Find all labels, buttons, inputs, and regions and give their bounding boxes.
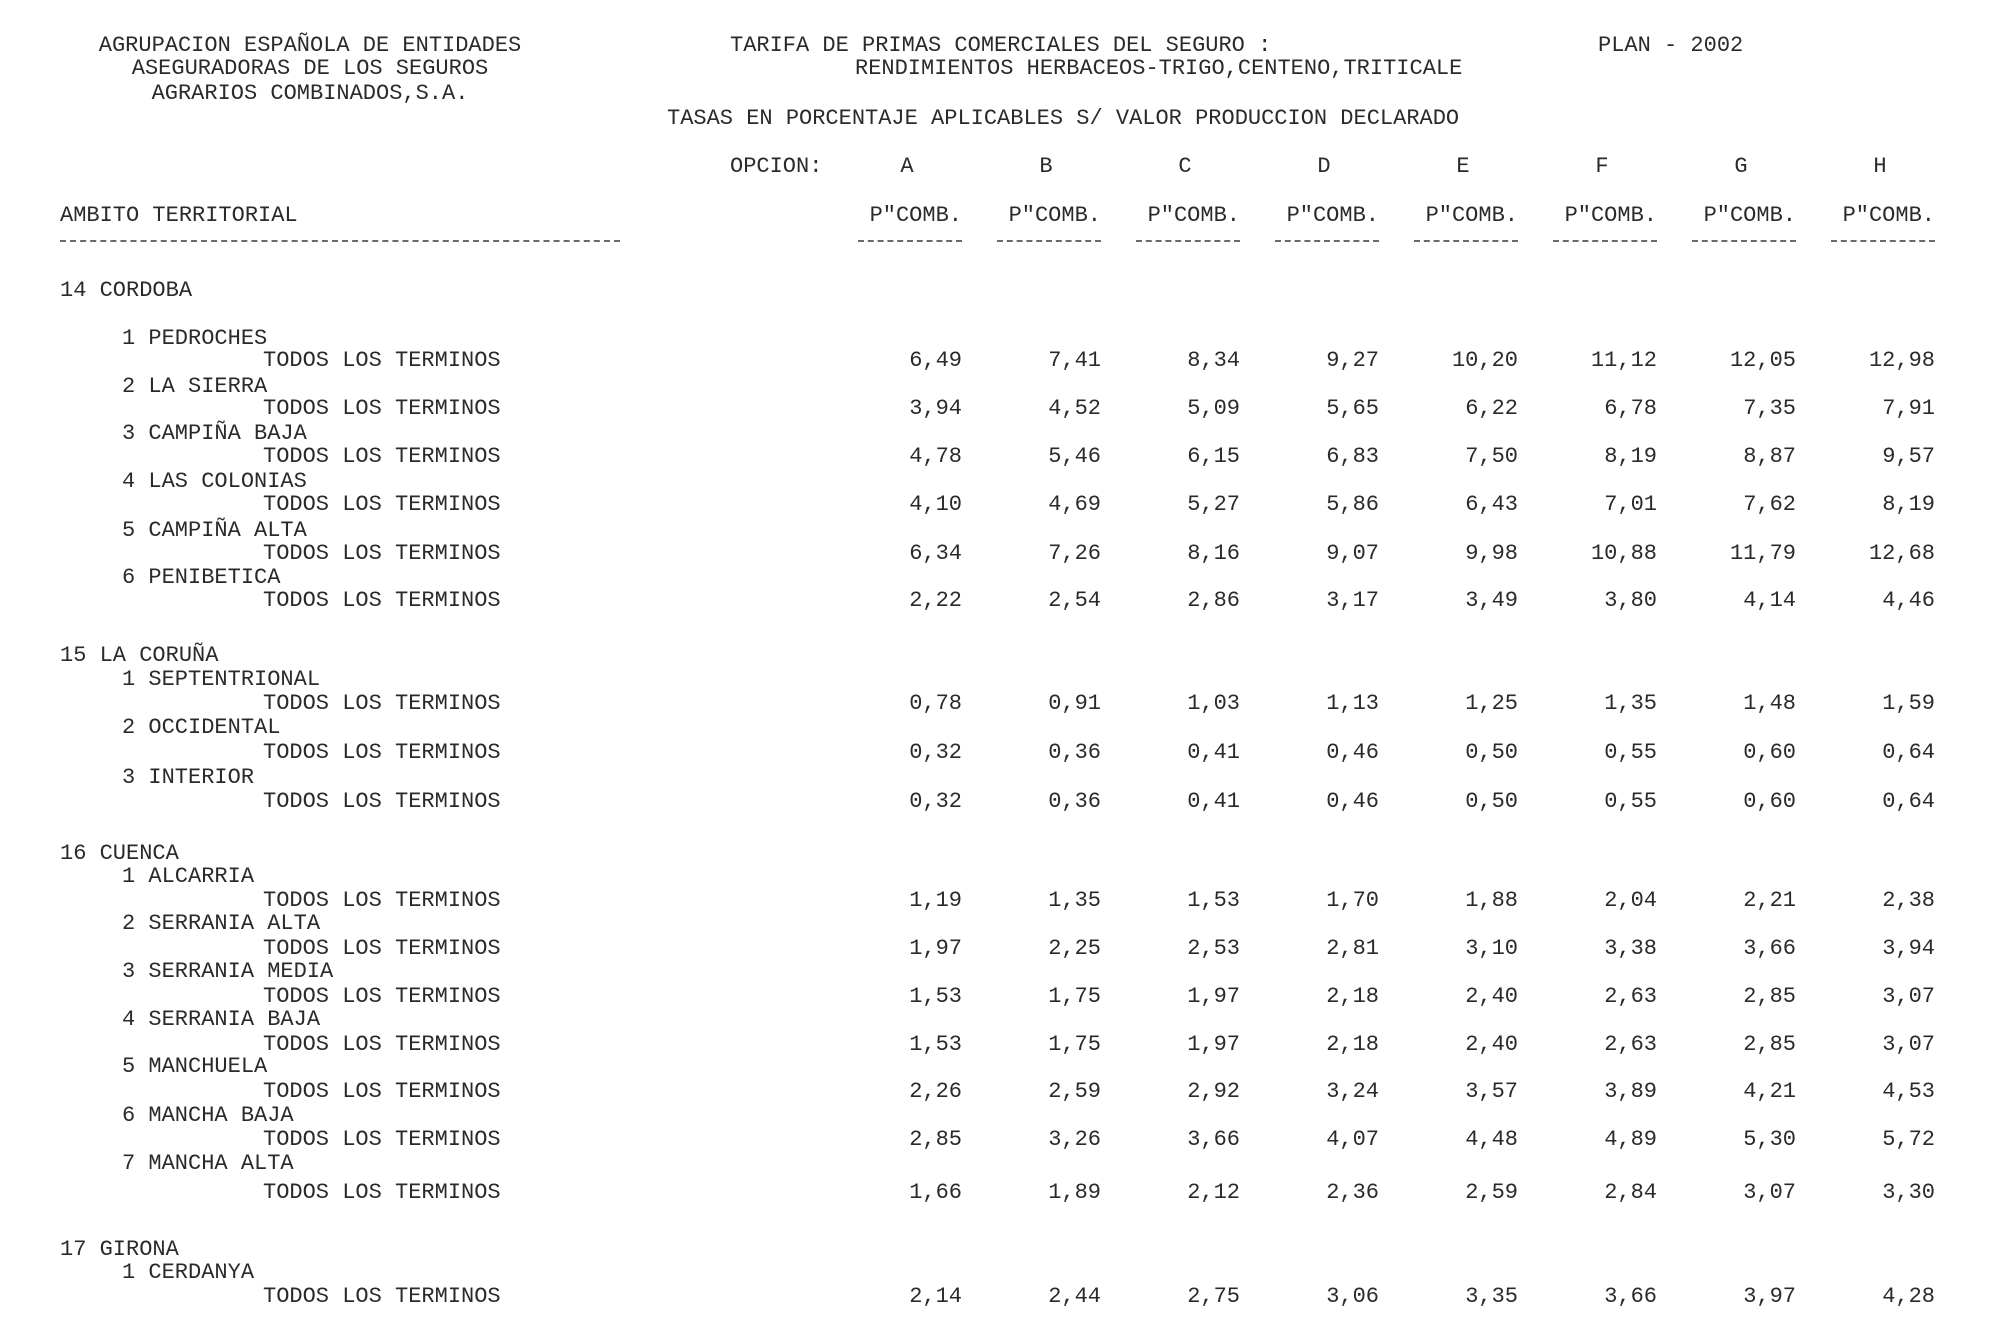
rate-cell-c: 1,97 bbox=[1187, 1032, 1240, 1057]
rate-cell-b: 5,46 bbox=[1048, 444, 1101, 469]
rate-cell-h: 3,07 bbox=[1882, 1032, 1935, 1057]
rate-cell-g: 3,66 bbox=[1743, 936, 1796, 961]
rate-cell-f: 2,63 bbox=[1604, 984, 1657, 1009]
rate-cell-g: 2,85 bbox=[1743, 1032, 1796, 1057]
rate-cell-e: 6,22 bbox=[1465, 396, 1518, 421]
rate-cell-b: 2,54 bbox=[1048, 588, 1101, 613]
terminos-label: TODOS LOS TERMINOS bbox=[263, 444, 501, 469]
column-header-f: P"COMB. bbox=[1564, 203, 1657, 228]
rate-cell-f: 2,84 bbox=[1604, 1180, 1657, 1205]
rate-cell-a: 2,14 bbox=[909, 1284, 962, 1309]
comarca-heading: 6 PENIBETICA bbox=[122, 565, 281, 590]
rate-cell-f: 2,04 bbox=[1604, 888, 1657, 913]
terminos-label: TODOS LOS TERMINOS bbox=[263, 348, 501, 373]
province-heading: 14 CORDOBA bbox=[60, 278, 193, 303]
rate-cell-a: 0,78 bbox=[909, 691, 962, 716]
rates-description: TASAS EN PORCENTAJE APLICABLES S/ VALOR PRODUCCION DECLARADO bbox=[667, 106, 1460, 131]
rate-cell-e: 2,40 bbox=[1465, 984, 1518, 1009]
rate-cell-a: 2,22 bbox=[909, 588, 962, 613]
rate-cell-c: 0,41 bbox=[1187, 740, 1240, 765]
rate-cell-h: 5,72 bbox=[1882, 1127, 1935, 1152]
option-letter-h: H bbox=[1873, 154, 1887, 179]
rate-cell-e: 4,48 bbox=[1465, 1127, 1518, 1152]
rate-cell-h: 3,30 bbox=[1882, 1180, 1935, 1205]
rate-cell-g: 11,79 bbox=[1729, 541, 1796, 566]
rate-cell-b: 7,26 bbox=[1048, 541, 1101, 566]
comarca-heading: 4 LAS COLONIAS bbox=[122, 469, 307, 494]
rate-cell-g: 0,60 bbox=[1743, 740, 1796, 765]
rate-cell-g: 7,62 bbox=[1743, 492, 1796, 517]
rate-cell-g: 7,35 bbox=[1743, 396, 1796, 421]
comarca-heading: 1 SEPTENTRIONAL bbox=[122, 667, 321, 692]
rate-cell-a: 2,26 bbox=[909, 1079, 962, 1104]
rate-cell-h: 12,98 bbox=[1868, 348, 1935, 373]
plan-label: PLAN - 2002 bbox=[1598, 33, 1744, 58]
rate-cell-g: 8,87 bbox=[1743, 444, 1796, 469]
rate-cell-f: 2,63 bbox=[1604, 1032, 1657, 1057]
rate-cell-f: 10,88 bbox=[1590, 541, 1657, 566]
rate-cell-c: 6,15 bbox=[1187, 444, 1240, 469]
rate-cell-e: 3,10 bbox=[1465, 936, 1518, 961]
org-name-line-2: ASEGURADORAS DE LOS SEGUROS bbox=[131, 56, 489, 81]
rate-cell-f: 0,55 bbox=[1604, 789, 1657, 814]
rate-cell-f: 3,80 bbox=[1604, 588, 1657, 613]
rate-cell-d: 2,18 bbox=[1326, 1032, 1379, 1057]
rate-cell-g: 4,14 bbox=[1743, 588, 1796, 613]
rate-cell-f: 1,35 bbox=[1604, 691, 1657, 716]
rate-cell-a: 1,53 bbox=[909, 984, 962, 1009]
rate-cell-d: 3,24 bbox=[1326, 1079, 1379, 1104]
rate-cell-f: 3,38 bbox=[1604, 936, 1657, 961]
rate-cell-e: 2,40 bbox=[1465, 1032, 1518, 1057]
rate-cell-e: 3,35 bbox=[1465, 1284, 1518, 1309]
comarca-heading: 1 ALCARRIA bbox=[122, 864, 255, 889]
rate-cell-h: 7,91 bbox=[1882, 396, 1935, 421]
rate-cell-e: 6,43 bbox=[1465, 492, 1518, 517]
rate-cell-c: 2,53 bbox=[1187, 936, 1240, 961]
terminos-label: TODOS LOS TERMINOS bbox=[263, 1180, 501, 1205]
tariff-title: TARIFA DE PRIMAS COMERCIALES DEL SEGURO : bbox=[730, 33, 1272, 58]
rate-cell-f: 11,12 bbox=[1590, 348, 1657, 373]
rate-cell-a: 0,32 bbox=[909, 740, 962, 765]
rate-cell-c: 1,97 bbox=[1187, 984, 1240, 1009]
rate-cell-d: 0,46 bbox=[1326, 789, 1379, 814]
rate-cell-d: 1,70 bbox=[1326, 888, 1379, 913]
ambito-territorial-label: AMBITO TERRITORIAL bbox=[60, 203, 298, 228]
rate-cell-a: 4,78 bbox=[909, 444, 962, 469]
rate-cell-h: 9,57 bbox=[1882, 444, 1935, 469]
rate-cell-b: 2,25 bbox=[1048, 936, 1101, 961]
terminos-label: TODOS LOS TERMINOS bbox=[263, 888, 501, 913]
rate-cell-e: 0,50 bbox=[1465, 740, 1518, 765]
rate-cell-h: 3,94 bbox=[1882, 936, 1935, 961]
rate-cell-c: 5,09 bbox=[1187, 396, 1240, 421]
terminos-label: TODOS LOS TERMINOS bbox=[263, 1284, 501, 1309]
column-header-b: P"COMB. bbox=[1008, 203, 1101, 228]
comarca-heading: 5 CAMPIÑA ALTA bbox=[122, 518, 307, 543]
comarca-heading: 5 MANCHUELA bbox=[122, 1054, 268, 1079]
rate-cell-d: 5,65 bbox=[1326, 396, 1379, 421]
rate-cell-b: 1,89 bbox=[1048, 1180, 1101, 1205]
org-name-line-1: AGRUPACION ESPAÑOLA DE ENTIDADES bbox=[98, 33, 522, 58]
comarca-heading: 1 CERDANYA bbox=[122, 1260, 255, 1285]
rate-cell-f: 3,66 bbox=[1604, 1284, 1657, 1309]
org-name-line-3: AGRARIOS COMBINADOS,S.A. bbox=[151, 81, 469, 106]
rate-cell-c: 5,27 bbox=[1187, 492, 1240, 517]
rate-cell-h: 4,53 bbox=[1882, 1079, 1935, 1104]
province-heading: 15 LA CORUÑA bbox=[60, 643, 219, 668]
rate-cell-b: 2,44 bbox=[1048, 1284, 1101, 1309]
option-letter-c: C bbox=[1178, 154, 1192, 179]
column-header-e: P"COMB. bbox=[1425, 203, 1518, 228]
terminos-label: TODOS LOS TERMINOS bbox=[263, 1127, 501, 1152]
rate-cell-e: 1,25 bbox=[1465, 691, 1518, 716]
province-heading: 16 CUENCA bbox=[60, 841, 179, 866]
rate-cell-d: 3,06 bbox=[1326, 1284, 1379, 1309]
rate-cell-d: 0,46 bbox=[1326, 740, 1379, 765]
rate-cell-f: 8,19 bbox=[1604, 444, 1657, 469]
rate-cell-a: 1,66 bbox=[909, 1180, 962, 1205]
terminos-label: TODOS LOS TERMINOS bbox=[263, 789, 501, 814]
rate-cell-g: 5,30 bbox=[1743, 1127, 1796, 1152]
rate-cell-c: 2,86 bbox=[1187, 588, 1240, 613]
rate-cell-c: 8,16 bbox=[1187, 541, 1240, 566]
column-header-d: P"COMB. bbox=[1286, 203, 1379, 228]
rate-cell-a: 4,10 bbox=[909, 492, 962, 517]
rate-cell-e: 3,57 bbox=[1465, 1079, 1518, 1104]
rate-cell-d: 9,27 bbox=[1326, 348, 1379, 373]
rate-cell-g: 0,60 bbox=[1743, 789, 1796, 814]
comarca-heading: 6 MANCHA BAJA bbox=[122, 1103, 294, 1128]
rate-cell-c: 2,92 bbox=[1187, 1079, 1240, 1104]
rate-cell-d: 2,36 bbox=[1326, 1180, 1379, 1205]
rate-cell-a: 3,94 bbox=[909, 396, 962, 421]
terminos-label: TODOS LOS TERMINOS bbox=[263, 936, 501, 961]
rate-cell-e: 3,49 bbox=[1465, 588, 1518, 613]
comarca-heading: 3 SERRANIA MEDIA bbox=[122, 959, 334, 984]
column-header-c: P"COMB. bbox=[1147, 203, 1240, 228]
rate-cell-d: 2,81 bbox=[1326, 936, 1379, 961]
rate-cell-e: 9,98 bbox=[1465, 541, 1518, 566]
terminos-label: TODOS LOS TERMINOS bbox=[263, 492, 501, 517]
column-header-g: P"COMB. bbox=[1703, 203, 1796, 228]
rate-cell-c: 3,66 bbox=[1187, 1127, 1240, 1152]
comarca-heading: 2 SERRANIA ALTA bbox=[122, 911, 321, 936]
comarca-heading: 2 OCCIDENTAL bbox=[122, 715, 281, 740]
rate-cell-e: 0,50 bbox=[1465, 789, 1518, 814]
option-letter-g: G bbox=[1734, 154, 1748, 179]
rate-cell-a: 2,85 bbox=[909, 1127, 962, 1152]
rate-cell-b: 1,35 bbox=[1048, 888, 1101, 913]
rate-cell-b: 4,52 bbox=[1048, 396, 1101, 421]
rate-cell-h: 4,46 bbox=[1882, 588, 1935, 613]
column-header-a: P"COMB. bbox=[869, 203, 962, 228]
rate-cell-b: 7,41 bbox=[1048, 348, 1101, 373]
rate-cell-f: 7,01 bbox=[1604, 492, 1657, 517]
rate-cell-f: 3,89 bbox=[1604, 1079, 1657, 1104]
comarca-heading: 3 INTERIOR bbox=[122, 765, 255, 790]
terminos-label: TODOS LOS TERMINOS bbox=[263, 588, 501, 613]
rate-cell-h: 8,19 bbox=[1882, 492, 1935, 517]
comarca-heading: 1 PEDROCHES bbox=[122, 326, 268, 351]
terminos-label: TODOS LOS TERMINOS bbox=[263, 691, 501, 716]
comarca-heading: 2 LA SIERRA bbox=[122, 374, 268, 399]
rate-cell-b: 1,75 bbox=[1048, 984, 1101, 1009]
rate-cell-h: 12,68 bbox=[1868, 541, 1935, 566]
rate-cell-e: 10,20 bbox=[1451, 348, 1518, 373]
terminos-label: TODOS LOS TERMINOS bbox=[263, 740, 501, 765]
comarca-heading: 3 CAMPIÑA BAJA bbox=[122, 421, 307, 446]
terminos-label: TODOS LOS TERMINOS bbox=[263, 1032, 501, 1057]
rate-cell-b: 4,69 bbox=[1048, 492, 1101, 517]
comarca-heading: 4 SERRANIA BAJA bbox=[122, 1007, 321, 1032]
rate-cell-h: 0,64 bbox=[1882, 789, 1935, 814]
rate-cell-d: 1,13 bbox=[1326, 691, 1379, 716]
tariff-subtitle: RENDIMIENTOS HERBACEOS-TRIGO,CENTENO,TRITICALE bbox=[855, 56, 1463, 81]
option-letter-a: A bbox=[900, 154, 914, 179]
terminos-label: TODOS LOS TERMINOS bbox=[263, 1079, 501, 1104]
rate-cell-b: 2,59 bbox=[1048, 1079, 1101, 1104]
rate-cell-g: 3,97 bbox=[1743, 1284, 1796, 1309]
rate-cell-d: 3,17 bbox=[1326, 588, 1379, 613]
rate-cell-a: 0,32 bbox=[909, 789, 962, 814]
column-header-h: P"COMB. bbox=[1842, 203, 1935, 228]
rate-cell-h: 0,64 bbox=[1882, 740, 1935, 765]
option-label: OPCION: bbox=[730, 154, 823, 179]
rate-cell-e: 7,50 bbox=[1465, 444, 1518, 469]
rate-cell-g: 2,85 bbox=[1743, 984, 1796, 1009]
rate-cell-a: 1,19 bbox=[909, 888, 962, 913]
rate-cell-h: 2,38 bbox=[1882, 888, 1935, 913]
rate-cell-b: 3,26 bbox=[1048, 1127, 1101, 1152]
rate-cell-c: 2,75 bbox=[1187, 1284, 1240, 1309]
rate-cell-c: 0,41 bbox=[1187, 789, 1240, 814]
rate-cell-a: 6,49 bbox=[909, 348, 962, 373]
rate-cell-f: 0,55 bbox=[1604, 740, 1657, 765]
rate-cell-d: 4,07 bbox=[1326, 1127, 1379, 1152]
rate-cell-g: 2,21 bbox=[1743, 888, 1796, 913]
terminos-label: TODOS LOS TERMINOS bbox=[263, 396, 501, 421]
rate-cell-c: 1,53 bbox=[1187, 888, 1240, 913]
rate-cell-a: 6,34 bbox=[909, 541, 962, 566]
rate-cell-h: 4,28 bbox=[1882, 1284, 1935, 1309]
rate-cell-c: 1,03 bbox=[1187, 691, 1240, 716]
province-heading: 17 GIRONA bbox=[60, 1237, 179, 1262]
rate-cell-g: 12,05 bbox=[1729, 348, 1796, 373]
rate-cell-h: 1,59 bbox=[1882, 691, 1935, 716]
rate-cell-e: 1,88 bbox=[1465, 888, 1518, 913]
rate-cell-d: 6,83 bbox=[1326, 444, 1379, 469]
rate-cell-h: 3,07 bbox=[1882, 984, 1935, 1009]
rate-cell-a: 1,97 bbox=[909, 936, 962, 961]
rate-cell-f: 4,89 bbox=[1604, 1127, 1657, 1152]
option-letter-d: D bbox=[1317, 154, 1331, 179]
rate-cell-d: 9,07 bbox=[1326, 541, 1379, 566]
rate-cell-a: 1,53 bbox=[909, 1032, 962, 1057]
rate-cell-e: 2,59 bbox=[1465, 1180, 1518, 1205]
rate-cell-c: 2,12 bbox=[1187, 1180, 1240, 1205]
rate-cell-g: 1,48 bbox=[1743, 691, 1796, 716]
rate-cell-g: 4,21 bbox=[1743, 1079, 1796, 1104]
option-letter-b: B bbox=[1039, 154, 1053, 179]
rate-cell-d: 2,18 bbox=[1326, 984, 1379, 1009]
rate-cell-b: 0,36 bbox=[1048, 740, 1101, 765]
option-letter-e: E bbox=[1456, 154, 1470, 179]
rate-cell-g: 3,07 bbox=[1743, 1180, 1796, 1205]
rate-cell-b: 1,75 bbox=[1048, 1032, 1101, 1057]
option-letter-f: F bbox=[1595, 154, 1609, 179]
rate-cell-b: 0,91 bbox=[1048, 691, 1101, 716]
rate-cell-d: 5,86 bbox=[1326, 492, 1379, 517]
terminos-label: TODOS LOS TERMINOS bbox=[263, 984, 501, 1009]
rate-cell-c: 8,34 bbox=[1187, 348, 1240, 373]
terminos-label: TODOS LOS TERMINOS bbox=[263, 541, 501, 566]
rate-cell-f: 6,78 bbox=[1604, 396, 1657, 421]
rate-cell-b: 0,36 bbox=[1048, 789, 1101, 814]
comarca-heading: 7 MANCHA ALTA bbox=[122, 1151, 294, 1176]
